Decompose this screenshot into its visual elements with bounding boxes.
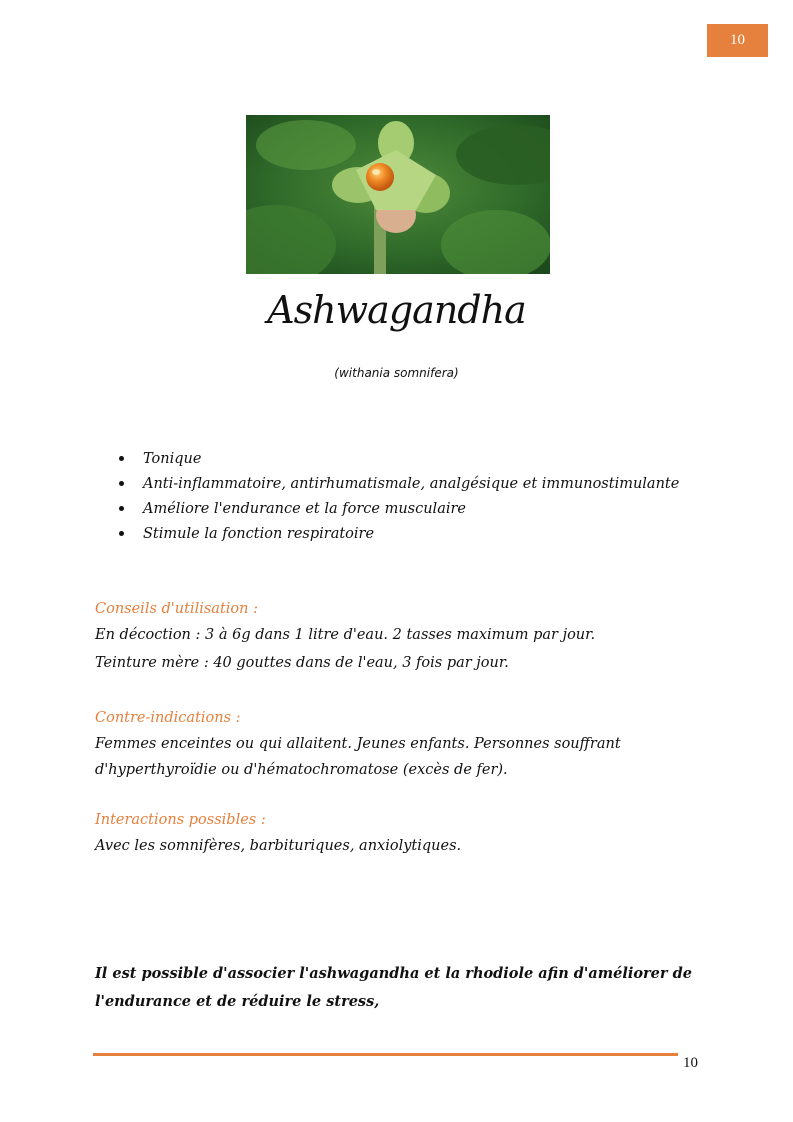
plant-latin-name: (withania somnifera): [334, 366, 459, 380]
contre-indications-heading: Contre-indications :: [95, 710, 241, 726]
interactions-heading: Interactions possibles :: [95, 812, 266, 828]
plant-photo: [246, 115, 550, 274]
list-item: Tonique: [118, 448, 718, 473]
conseils-line: En décoction : 3 à 6g dans 1 litre d'eau. 2 tasses maximum par jour.: [95, 627, 596, 643]
list-item: Stimule la fonction respiratoire: [118, 523, 718, 548]
interactions-text: Avec les somnifères, barbituriques, anxiolytiques.: [95, 838, 462, 854]
contre-indications-text: Femmes enceintes ou qui allaitent. Jeunes enfants. Personnes souffrant d'hyperthyroïdie ou d'hématochromatose (excès de fer).: [95, 736, 621, 778]
closing-note: Il est possible d'associer l'ashwagandha et la rhodiole afin d'améliorer de l'endurance et de réduire le stress,: [95, 965, 692, 1010]
page-number-badge: 10: [707, 24, 768, 57]
list-item: Anti-inflammatoire, antirhumatismale, analgésique et immunostimulante: [118, 473, 718, 498]
footer-divider: [93, 1053, 678, 1056]
conseils-heading: Conseils d'utilisation :: [95, 601, 258, 617]
list-item: Améliore l'endurance et la force musculaire: [118, 498, 718, 523]
plant-name-title: Ashwagandha: [267, 288, 526, 332]
footer-page-number: 10: [683, 1055, 698, 1071]
interactions-section: [95, 809, 705, 859]
conseils-section: [95, 598, 705, 676]
properties-list: [118, 448, 718, 548]
conseils-line: Teinture mère : 40 gouttes dans de l'eau, 3 fois par jour.: [95, 655, 509, 671]
contre-indications-section: [95, 707, 705, 783]
